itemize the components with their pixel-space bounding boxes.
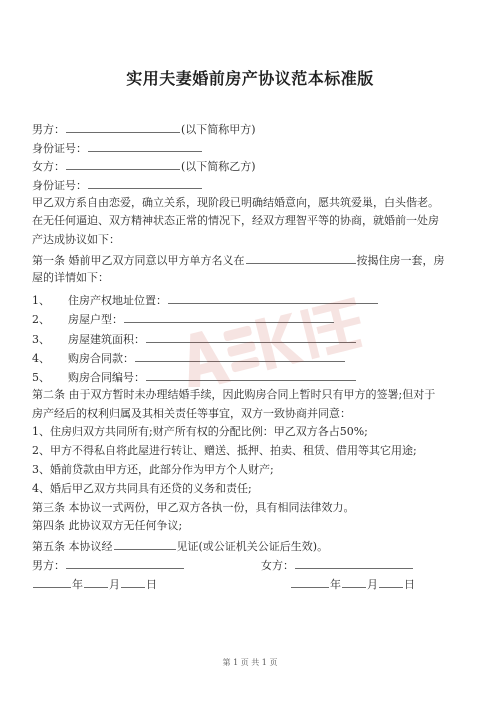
female-party-line (32, 158, 256, 174)
male-signature-line (32, 557, 185, 573)
male-label: 男方： (32, 123, 65, 136)
month-blank (84, 576, 108, 588)
male-id-label: 身份证号： (32, 142, 87, 155)
article-1-item-4 (32, 350, 346, 366)
item-label: 购房合同款： (68, 352, 134, 365)
male-signature-blank (66, 557, 184, 569)
item-label: 房屋建筑面积： (68, 333, 145, 346)
item-number: 5、 (32, 371, 50, 384)
preamble-line-3: 产达成协议如下： (32, 233, 120, 246)
female-signature-label: 女方： (261, 559, 294, 572)
male-party-line (32, 121, 256, 137)
month-blank (342, 576, 366, 588)
article-2-item-3: 3、婚前贷款由甲方还，此部分作为甲方个人财产; (32, 463, 274, 476)
month-label: 月 (367, 578, 378, 591)
article-1-line-1 (32, 252, 445, 268)
article-5 (32, 538, 328, 554)
page-footer: 第 1 页 共 1 页 (222, 658, 278, 667)
layout-blank (124, 311, 334, 323)
article-5-prefix: 第五条 本协议经 (32, 540, 113, 553)
female-id-label: 身份证号： (32, 179, 87, 192)
article-1-text-a: 第一条 婚前甲乙双方同意以甲方单方名义在 (32, 254, 245, 267)
article-2-line-1: 第二条 由于双方暂时未办理结婚手续，因此购房合同上暂时只有甲方的签署;但对于 (32, 388, 436, 401)
male-date-line (32, 576, 157, 592)
female-signature-line (261, 557, 414, 573)
female-suffix: (以下简称乙方) (181, 160, 256, 173)
item-number: 2、 (32, 313, 50, 326)
male-signature-label: 男方： (32, 559, 65, 572)
article-2-line-2: 房产经后的权利归属及其相关责任等事宜，双方一致协商并同意： (32, 407, 351, 420)
preamble-line-1: 甲乙双方系自由恋爱，确立关系，现阶段已明确结婚意向，愿共筑爱巢，白头偕老。 (32, 196, 439, 209)
article-1-text-b: 按揭住房一套，房 (356, 254, 445, 267)
month-label: 月 (109, 578, 120, 591)
article-1-item-3 (32, 331, 357, 347)
document-title: 实用夫妻婚前房产协议范本标准版 (126, 69, 374, 88)
day-blank (379, 576, 403, 588)
item-number: 1、 (32, 294, 50, 307)
male-id-line (32, 140, 203, 156)
article-2-item-2: 2、甲方不得私自将此屋进行转让、赠送、抵押、拍卖、租赁、借用等其它用途; (32, 444, 417, 457)
year-blank (33, 576, 71, 588)
female-date-line (290, 576, 415, 592)
male-suffix: (以下简称甲方) (181, 123, 256, 136)
article-2-item-4: 4、婚后甲乙双方共同具有还贷的义务和责任; (32, 482, 252, 495)
contract-amount-blank (135, 350, 345, 362)
day-label: 日 (404, 578, 415, 591)
item-label: 购房合同编号： (68, 371, 145, 384)
item-number: 4、 (32, 352, 50, 365)
article-1-item-2 (32, 311, 335, 327)
day-blank (121, 576, 145, 588)
male-name-blank (66, 121, 180, 133)
witness-blank (114, 538, 176, 550)
female-label: 女方： (32, 160, 65, 173)
article-3: 第三条 本协议一式两份，甲乙双方各执一份，具有相同法律效力。 (32, 501, 355, 514)
article-1-location-blank (246, 252, 356, 264)
item-label: 房屋户型： (68, 313, 123, 326)
female-id-blank (88, 177, 202, 189)
contract-number-blank (146, 369, 356, 381)
item-label: 住房产权地址位置： (68, 294, 167, 307)
article-5-suffix: 见证(或公证机关公证后生效)。 (176, 540, 329, 553)
female-signature-blank (295, 557, 413, 569)
female-id-line (32, 177, 203, 193)
preamble-line-2: 在无任何逼迫、双方精神状态正常的情况下，经双方理智平等的协商，就婚前一处房 (32, 214, 439, 227)
area-blank (146, 331, 356, 343)
article-1-line-2: 屋的详情如下： (32, 271, 109, 284)
year-label: 年 (330, 578, 341, 591)
male-id-blank (88, 140, 202, 152)
address-blank (168, 292, 378, 304)
article-4: 第四条 此协议双方无任何争议; (32, 519, 183, 532)
article-1-item-1 (32, 292, 379, 308)
year-blank (291, 576, 329, 588)
item-number: 3、 (32, 333, 50, 346)
female-name-blank (66, 158, 180, 170)
article-1-item-5 (32, 369, 357, 385)
article-2-item-1: 1、住房归双方共同所有;财产所有权的分配比例：甲乙双方各占50%; (32, 425, 368, 438)
day-label: 日 (146, 578, 157, 591)
year-label: 年 (72, 578, 83, 591)
